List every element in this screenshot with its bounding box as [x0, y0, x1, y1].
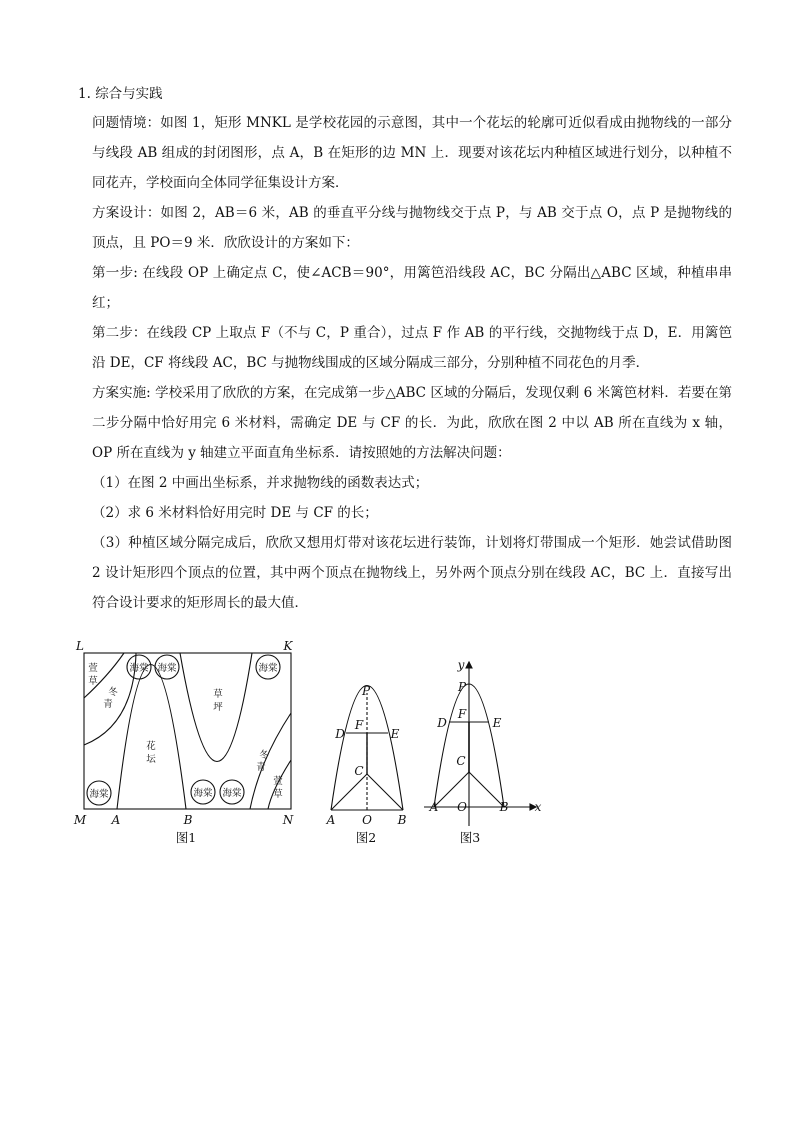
label-O-3: O: [457, 800, 467, 814]
label-O-2: O: [362, 813, 372, 827]
winter-label-3: 冬: [259, 750, 269, 761]
subquestion-2: （2）求 6 米材料恰好用完时 DE 与 CF 的长；: [92, 505, 378, 521]
paragraph-design: 方案设计：如图 2，AB＝6 米，AB 的垂直平分线与抛物线交于点 P，与 AB 交于点 O，点 P 是抛物线的顶点，且 PO＝9 米．欣欣设计的方案如下：: [92, 205, 732, 251]
label-K: K: [283, 639, 293, 653]
flower-label: 海棠: [258, 663, 278, 674]
lawn-label-2: 坪: [213, 702, 223, 713]
label-y: y: [457, 658, 465, 672]
label-B: B: [183, 813, 193, 827]
flower-label: 海棠: [157, 663, 177, 674]
paragraph-situation: 问题情境：如图 1，矩形 MNKL 是学校花园的示意图，其中一个花坛的轮廓可近似看成由抛物线的一部分与线段 AB 组成的封闭图形，点 A，B 在矩形的边 MN 上．现要对该花坛内种植区域进行划分，以种植不同花卉，学校面向全体同学征集设计方案．: [92, 115, 732, 191]
figure-2: [331, 686, 403, 811]
question-title: 综合与实践: [95, 86, 163, 102]
label-C-3: C: [456, 754, 466, 768]
figure-3: [424, 662, 536, 826]
label-P-3: P: [457, 680, 467, 694]
label-E-2: E: [390, 727, 400, 741]
y-axis-arrow: [466, 662, 472, 668]
subquestion-1: （1）在图 2 中画出坐标系，并求抛物线的函数表达式；: [92, 475, 429, 491]
grass-label-1: 萱: [88, 663, 98, 674]
label-D-3: D: [437, 716, 447, 730]
right-curve-upper: [250, 713, 291, 809]
figure-1-caption: 图1: [175, 830, 197, 845]
paragraph-step-one: 第一步: 在线段 OP 上确定点 C，使∠ACB＝90°，用篱笆沿线段 AC，BC 分隔出△ABC 区域，种植串串红；: [92, 265, 732, 311]
paragraph-implementation: 方案实施: 学校采用了欣欣的方案，在完成第一步△ABC 区域的分隔后，发现仅剩 6 米篱笆材料．若要在第二步分隔中恰好用完 6 米材料，需确定 DE 与 CF 的长．为此，欣欣在图 2 中以 AB 所在直线为 x 轴，OP 所在直线为 y 轴建立平面直角坐标系．请按照她的方法解决问题：: [92, 385, 732, 461]
label-N: N: [282, 813, 294, 827]
question-body: [92, 108, 732, 618]
figure-3-labels: [429, 658, 542, 814]
figure-1: [84, 653, 291, 809]
label-A-2: A: [326, 813, 336, 827]
label-x: x: [534, 800, 542, 814]
label-E-3: E: [492, 716, 502, 730]
bed-label-2: 坛: [146, 754, 156, 765]
grass-label-4: 草: [273, 789, 283, 800]
figure-3-caption: 图3: [459, 830, 481, 845]
segment-BC-2: [367, 774, 403, 810]
figure-2-caption: 图2: [355, 830, 377, 845]
segment-AC-2: [331, 774, 367, 810]
label-F-3: F: [457, 707, 467, 721]
figures: [70, 630, 550, 850]
label-D-2: D: [335, 727, 345, 741]
bed-label-1: 花: [146, 741, 156, 752]
label-C-2: C: [354, 764, 364, 778]
flower-label: 海棠: [193, 788, 213, 799]
label-L: L: [76, 639, 84, 653]
label-P-2: P: [361, 684, 371, 698]
label-A-3: A: [429, 800, 439, 814]
flower-label: 海棠: [129, 663, 149, 674]
label-B-3: B: [499, 800, 509, 814]
question-number: 1.: [78, 86, 91, 102]
flower-bed-parabola: [117, 665, 186, 810]
paragraph-step-two: 第二步：在线段 CP 上取点 F（不与 C，P 重合），过点 F 作 AB 的平行线，交抛物线于点 D，E．用篱笆沿 DE，CF 将线段 AC，BC 与抛物线围成的区域分隔成三部分，分别种植不同花色的月季．: [92, 325, 732, 371]
winter-label-4: 青: [256, 762, 266, 773]
lawn-label-1: 草: [213, 689, 223, 700]
label-B-2: B: [397, 813, 407, 827]
grass-label-2: 草: [88, 676, 98, 687]
flower-label: 海棠: [222, 788, 242, 799]
winter-label-2: 青: [103, 699, 113, 710]
question-header: [78, 82, 163, 102]
subquestion-3: （3）种植区域分隔完成后，欣欣又想用灯带对该花坛进行装饰，计划将灯带围成一个矩形．她尝试借助图 2 设计矩形四个顶点的位置，其中两个顶点在抛物线上，另外两个顶点分别在线段 AC，BC 上．直接写出符合设计要求的矩形周长的最大值．: [92, 535, 732, 611]
winter-label-1: 冬: [108, 687, 118, 698]
label-M: M: [73, 813, 87, 827]
grass-label-3: 萱: [273, 776, 283, 787]
label-A: A: [111, 813, 121, 827]
flower-label: 海棠: [89, 789, 109, 800]
label-F-2: F: [354, 718, 364, 732]
